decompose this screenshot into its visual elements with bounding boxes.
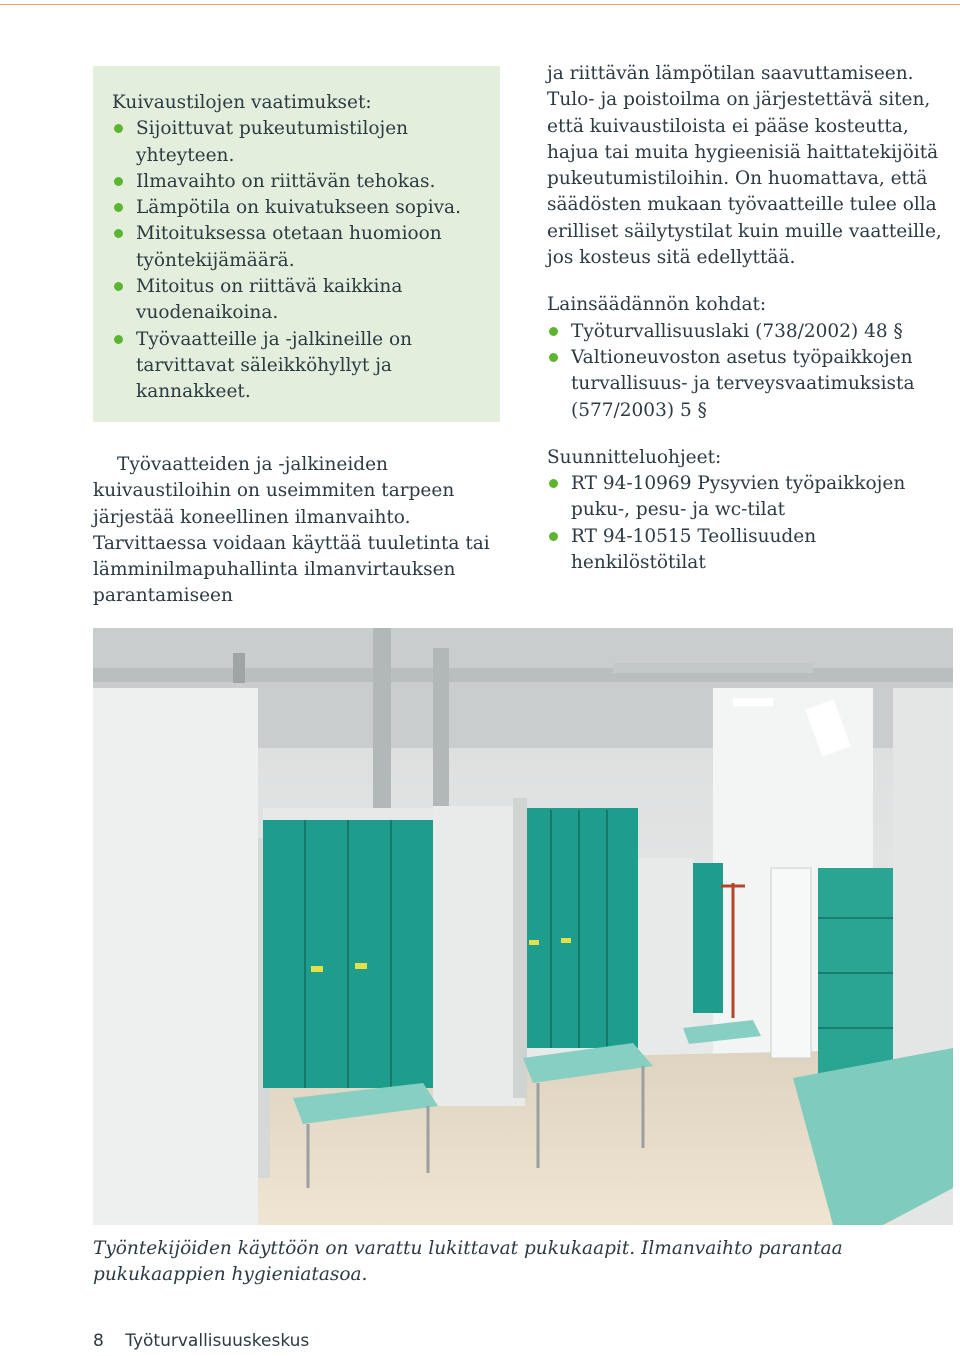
right-column (547, 61, 947, 576)
top-rule (0, 4, 960, 5)
list-item: Työvaatteille ja -jalkineille on tarvittavat säleikköhyllyt ja kannakkeet. (112, 327, 492, 406)
left-paragraph: Työvaatteiden ja -jalkineiden kuivaustiloihin on useimmiten tarpeen järjestää koneellinen ilmanvaihto. Tarvittaessa voidaan käyttää tuuletinta tai lämminilmapuhallinta ilmanvirtauksen parantamiseen (93, 454, 490, 607)
bullet-icon (114, 177, 123, 186)
legislation-list (547, 319, 947, 424)
bullet-icon (114, 282, 123, 291)
photo-caption: Työntekijöiden käyttöön on varattu lukittavat pukukaapit. Ilmanvaihto parantaa pukukaappien hygieniatasoa. (93, 1238, 843, 1285)
page-number: 8 (93, 1331, 104, 1351)
publisher-name: Työturvallisuuskeskus (125, 1331, 310, 1351)
list-item: Valtioneuvoston asetus työpaikkojen turvallisuus- ja terveysvaatimuksista (577/2003) 5 § (547, 345, 947, 424)
guidelines-heading: Suunnitteluohjeet: (547, 446, 722, 468)
bullet-icon (114, 203, 123, 212)
list-item: Työturvallisuuslaki (738/2002) 48 § (547, 319, 947, 345)
right-paragraph: ja riittävän lämpötilan saavuttamiseen. Tulo- ja poistoilma on järjestettävä siten, että kuivaustiloista ei pääse kosteutta, hajua tai muita hygieenisiä haittatekijöitä pukeutumistiloihin. On huomattava, että säädösten mukaan työvaatteille tulee olla erilliset säilytystilat kuin muille vaatteille, jos kosteus sitä edellyttää. (547, 63, 942, 269)
list-item: RT 94-10515 Teollisuuden henkilöstötilat (547, 524, 947, 577)
bullet-icon (549, 353, 558, 362)
list-item: Mitoituksessa otetaan huomioon työntekijämäärä. (112, 221, 492, 274)
guidelines-list (547, 471, 947, 576)
requirements-content (112, 90, 492, 406)
list-item: Sijoittuvat pukeutumistilojen yhteyteen. (112, 116, 492, 169)
bullet-icon (114, 124, 123, 133)
list-item: Lämpötila on kuivatukseen sopiva. (112, 195, 492, 221)
list-item: Ilmavaihto on riittävän tehokas. (112, 169, 492, 195)
bullet-icon (114, 335, 123, 344)
legislation-heading: Lainsäädännön kohdat: (547, 294, 767, 316)
list-item: RT 94-10969 Pysyvien työpaikkojen puku-, pesu- ja wc-tilat (547, 471, 947, 524)
list-item: Mitoitus on riittävä kaikkina vuodenaikoina. (112, 274, 492, 327)
bullet-icon (114, 229, 123, 238)
bullet-icon (549, 479, 558, 488)
page-footer (93, 1331, 309, 1351)
requirements-list (112, 116, 492, 405)
locker-room-photo (93, 628, 953, 1225)
bullet-icon (549, 532, 558, 541)
requirements-heading: Kuivaustilojen vaatimukset: (112, 92, 372, 113)
bullet-icon (549, 327, 558, 336)
